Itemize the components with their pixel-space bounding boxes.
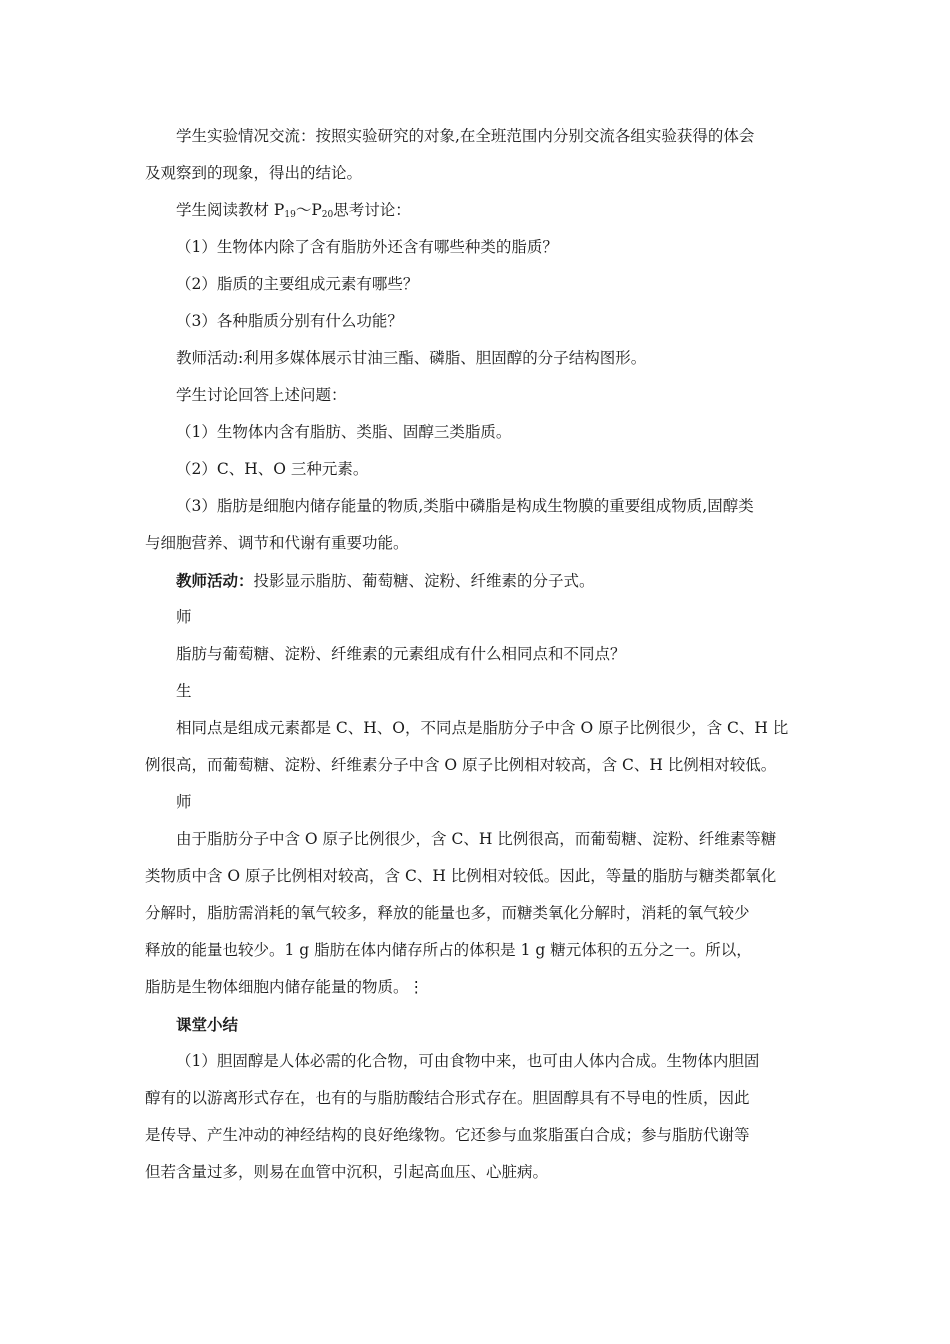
question-item: （2）脂质的主要组成元素有哪些？	[176, 275, 419, 293]
paragraph-line: 与细胞营养、调节和代谢有重要功能。	[145, 534, 409, 552]
paragraph-line: 学生实验情况交流：按照实验研究的对象,在全班范围内分别交流各组实验获得的体会	[176, 127, 755, 145]
paragraph-line: 是传导、产生冲动的神经结构的良好绝缘物。它还参与血浆脂蛋白合成；参与脂肪代谢等	[145, 1126, 750, 1144]
paragraph-line: 醇有的以游离形式存在，也有的与脂肪酸结合形式存在。胆固醇具有不导电的性质，因此	[145, 1089, 750, 1107]
section-heading: 课堂小结	[176, 1015, 239, 1034]
paragraph-line: 相同点是组成元素都是 C、H、O，不同点是脂肪分子中含 O 原子比例很少，含 C、H 比	[176, 719, 789, 737]
question-item: （1）生物体内除了含有脂肪外还含有哪些种类的脂质？	[176, 238, 558, 256]
page-subscript: 19	[284, 210, 296, 220]
speaker-label: 师	[176, 793, 192, 811]
text-span: 投影显示脂肪、葡萄糖、淀粉、纤维素的分子式。	[253, 572, 595, 590]
paragraph-line: 由于脂肪分子中含 O 原子比例很少，含 C、H 比例很高，而葡萄糖、淀粉、纤维素等糖	[176, 830, 777, 848]
paragraph-line	[145, 562, 813, 599]
paragraph-line: 教师活动:利用多媒体展示甘油三酯、磷脂、胆固醇的分子结构图形。	[176, 349, 647, 367]
paragraph-line: 脂肪与葡萄糖、淀粉、纤维素的元素组成有什么相同点和不同点？	[176, 645, 626, 663]
paragraph-line: 学生讨论回答上述问题：	[176, 386, 347, 404]
paragraph-line	[145, 192, 813, 229]
paragraph-line: 分解时，脂肪需消耗的氧气较多，释放的能量也多，而糖类氧化分解时，消耗的氧气较少	[145, 904, 750, 922]
paragraph-line: 脂肪是生物体细胞内储存能量的物质。⋮	[145, 978, 425, 996]
paragraph-line: 类物质中含 O 原子比例相对较高，含 C、H 比例相对较低。因此，等量的脂肪与糖类都氧化	[145, 867, 777, 885]
speaker-label: 师	[176, 608, 192, 626]
paragraph-line: 释放的能量也较少。1 g 脂肪在体内储存所占的体积是 1 g 糖元体积的五分之一。所以，	[145, 941, 752, 959]
answer-item: （3）脂肪是细胞内储存能量的物质,类脂中磷脂是构成生物膜的重要组成物质,固醇类	[176, 497, 754, 515]
paragraph-line: 例很高，而葡萄糖、淀粉、纤维素分子中含 O 原子比例相对较高，含 C、H 比例相对较低。	[145, 756, 777, 774]
document-body	[145, 118, 813, 1191]
speaker-label: 生	[176, 682, 192, 700]
paragraph-line: （1）胆固醇是人体必需的化合物，可由食物中来，也可由人体内合成。生物体内胆固	[176, 1052, 760, 1070]
paragraph-line: 及观察到的现象，得出的结论。	[145, 164, 363, 182]
text-span: ～P	[295, 201, 322, 219]
page-subscript: 20	[321, 210, 334, 220]
answer-item: （2）C、H、O 三种元素。	[176, 460, 369, 478]
text-span: 思考讨论：	[333, 201, 411, 219]
text-span: 学生阅读教材 P	[176, 201, 285, 219]
bold-label: 教师活动：	[176, 571, 254, 590]
paragraph-line: 但若含量过多，则易在血管中沉积，引起高血压、心脏病。	[145, 1163, 549, 1181]
answer-item: （1）生物体内含有脂肪、类脂、固醇三类脂质。	[176, 423, 512, 441]
question-item: （3）各种脂质分别有什么功能？	[176, 312, 403, 330]
